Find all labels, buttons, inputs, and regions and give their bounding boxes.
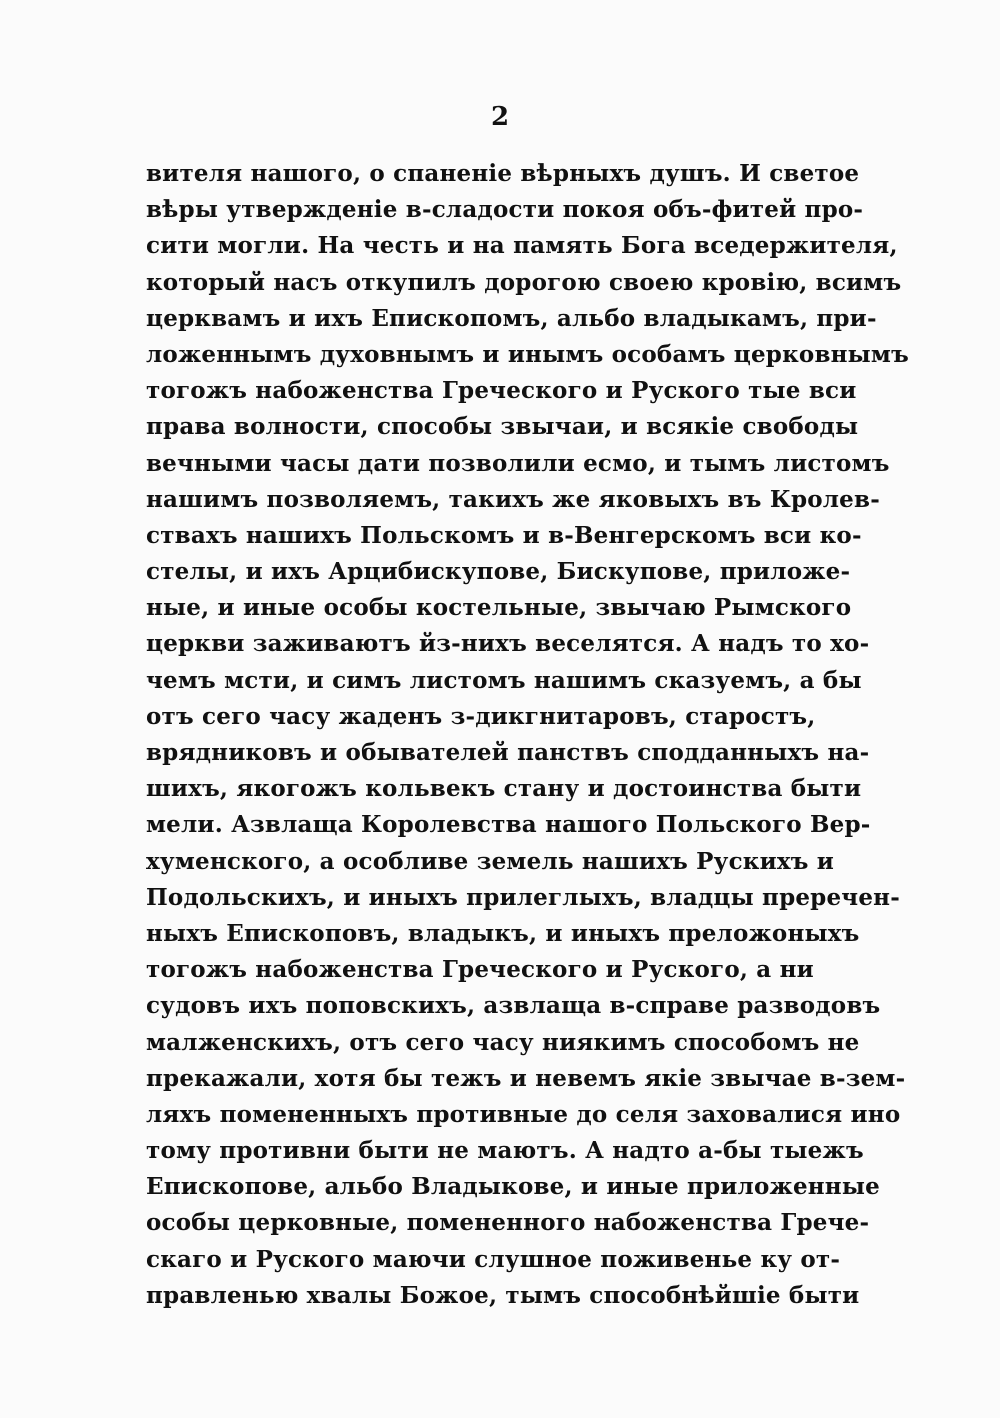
- text-line: отъ сего часу жаденъ з-дикгнитаровъ, старостъ,: [146, 702, 816, 730]
- text-line: церкви заживаютъ йз-нихъ веселятся. А надъ то хо-: [146, 630, 870, 658]
- text-line: вѣры утвержденіе в-сладости покоя объ-фитей про-: [146, 196, 864, 224]
- text-line: особы церковные, помененного набоженства Грече-: [146, 1209, 870, 1237]
- text-line: ложеннымъ духовнымъ и инымъ особамъ церковнымъ: [146, 340, 909, 368]
- page-number: 2: [490, 102, 510, 132]
- text-line: врядниковъ и обывателей панствъ сподданныхъ на-: [146, 739, 870, 766]
- text-line: правленью хвалы Божое, тымъ способнѣйшіе быти: [146, 1281, 860, 1309]
- text-line: ляхъ помененныхъ противные до селя заховалися ино: [146, 1100, 901, 1128]
- text-line: сити могли. На честь и на память Бога вседержителя,: [146, 232, 898, 260]
- text-line: права волности, способы звычаи, и всякіе свободы: [146, 413, 859, 441]
- text-line: нашимъ позволяемъ, такихъ же яковыхъ въ Кролев-: [146, 485, 880, 513]
- text-line: Епископове, альбо Владыкове, и иные приложенные: [146, 1173, 880, 1201]
- text-line: ствахъ нашихъ Польскомъ и в-Венгерскомъ вси ко-: [146, 521, 862, 549]
- text-line: стелы, и ихъ Арцибискупове, Бискупове, приложе-: [146, 558, 851, 586]
- text-line: малженскихъ, отъ сего часу ниякимъ способомъ не: [146, 1028, 860, 1056]
- text-line: Подольскихъ, и иныхъ прилеглыхъ, владцы преречен-: [146, 883, 900, 911]
- text-line: ные, и иные особы костельные, звычаю Рымского: [146, 594, 852, 622]
- text-line: хуменского, а особливе земель нашихъ Рускихъ и: [146, 847, 835, 875]
- text-line: скаго и Руского маючи слушное поживенье ку от-: [146, 1245, 841, 1273]
- text-line: прекажали, хотя бы тежъ и невемъ якіе звычае в-зем-: [146, 1064, 906, 1092]
- text-line: мели. Азвлаща Королевства нашого Польского Вер-: [146, 811, 871, 839]
- text-line: чемъ мсти, и симъ листомъ нашимъ сказуемъ, а бы: [146, 666, 862, 694]
- text-line: тогожъ набоженства Греческого и Руского, а ни: [146, 956, 814, 984]
- text-line: тому противни быти не маютъ. А надто а-бы тыежъ: [146, 1137, 864, 1165]
- body-text: [146, 156, 909, 1314]
- text-line: вечными часы дати позволили есмо, и тымъ листомъ: [146, 449, 890, 477]
- text-line: шихъ, якогожъ кольвекъ стану и достоинства быти: [146, 775, 862, 803]
- text-line: тогожъ набоженства Греческого и Руского тые вси: [146, 377, 857, 405]
- text-line: судовъ ихъ поповскихъ, азвлаща в-справе разводовъ: [146, 992, 881, 1020]
- text-line: вителя нашого, о спаненіе вѣрныхъ душъ. И светое: [146, 160, 860, 187]
- text-line: который насъ откупилъ дорогою своею кровію, всимъ: [146, 268, 902, 296]
- text-line: церквамъ и ихъ Епископомъ, альбо владыкамъ, при-: [146, 304, 877, 332]
- text-line: ныхъ Епископовъ, владыкъ, и иныхъ преложоныхъ: [146, 919, 860, 947]
